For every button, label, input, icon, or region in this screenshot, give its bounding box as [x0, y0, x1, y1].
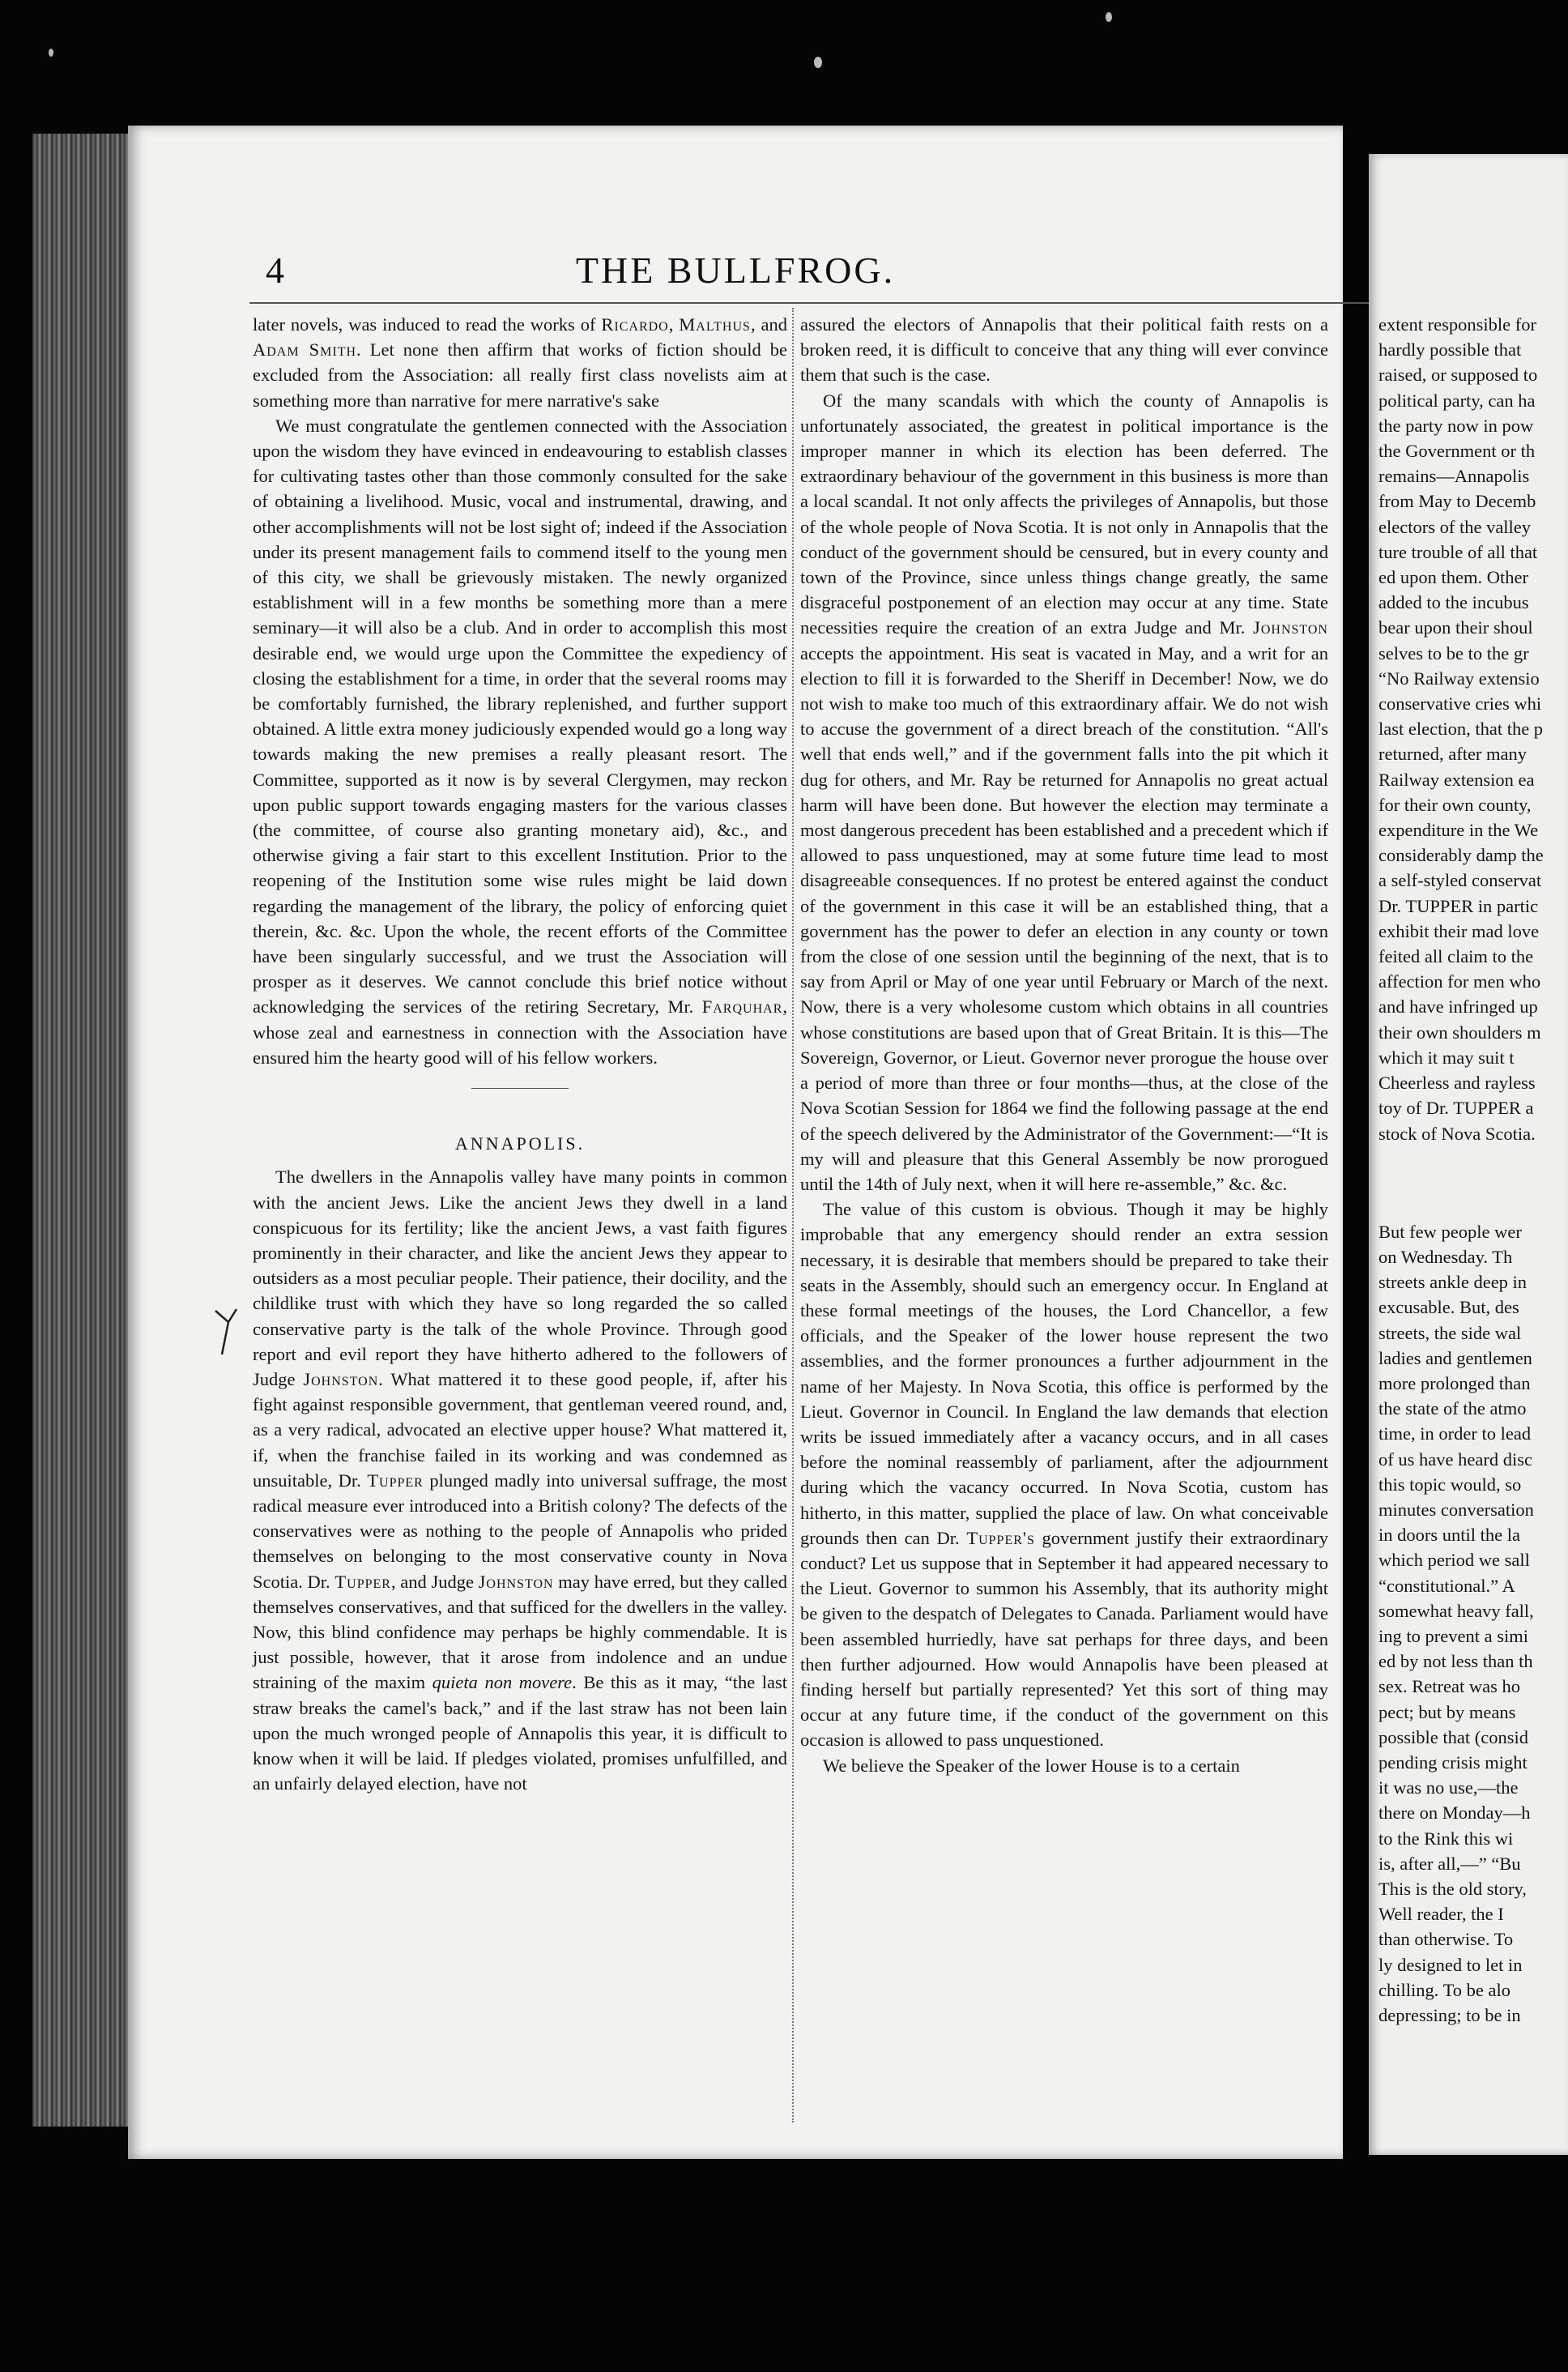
- text-line: sex. Retreat was ho: [1378, 1676, 1520, 1697]
- text-line: But few people wer: [1378, 1221, 1522, 1242]
- text-line: hardly possible that: [1378, 339, 1522, 360]
- text-line: streets, the side wal: [1378, 1322, 1522, 1343]
- text-line: raised, or supposed to: [1378, 365, 1538, 386]
- text-line: the Government or th: [1378, 441, 1536, 462]
- text-line: Cheerless and rayless: [1378, 1073, 1536, 1094]
- page-number: 4: [266, 250, 284, 291]
- text-line: exhibit their mad love: [1378, 920, 1540, 941]
- text-line: from May to Decemb: [1378, 491, 1536, 512]
- text-line: “No Railway extensio: [1378, 668, 1540, 689]
- text-line: the party now in pow: [1378, 415, 1534, 436]
- text-line: ed by not less than th: [1378, 1651, 1533, 1672]
- text-line: and have infringed up: [1378, 996, 1538, 1017]
- text-line: returned, after many: [1378, 744, 1528, 765]
- text-line: which it may suit t: [1378, 1047, 1515, 1068]
- text-line: added to the incubus: [1378, 592, 1529, 613]
- text-line: stock of Nova Scotia.: [1378, 1123, 1536, 1144]
- text-line: more prolonged than: [1378, 1372, 1531, 1393]
- text-line: affection for men who: [1378, 971, 1541, 992]
- paragraph: assured the electors of Annapolis that their political faith rests on a broken reed, it is difficult to conceive that any thing will ever convince them that such is the case.: [800, 314, 1328, 386]
- text-line: in doors until the la: [1378, 1525, 1520, 1546]
- text-line: it was no use,—the: [1378, 1777, 1519, 1798]
- text-line: Dr. TUPPER in partic: [1378, 895, 1539, 916]
- section-rule: [471, 1088, 569, 1089]
- text-line: remains—Annapolis: [1378, 466, 1530, 487]
- text-line: excusable. But, des: [1378, 1297, 1519, 1318]
- text-line: ly designed to let in: [1378, 1954, 1523, 1975]
- text-line: extent responsible for: [1378, 314, 1536, 335]
- text-line: of us have heard disc: [1378, 1448, 1532, 1470]
- text-line: the state of the atmo: [1378, 1398, 1527, 1419]
- text-line: electors of the valley: [1378, 516, 1532, 537]
- article-heading: ANNAPOLIS.: [454, 1133, 586, 1154]
- text-line: which period we sall: [1378, 1550, 1530, 1571]
- text-line: their own shoulders m: [1378, 1022, 1541, 1043]
- text-line: a self-styled conservat: [1378, 870, 1542, 891]
- text-line: somewhat heavy fall,: [1378, 1600, 1534, 1621]
- margin-pencil-mark: [212, 1304, 245, 1361]
- text-line: considerably damp the: [1378, 845, 1544, 866]
- text-line: on Wednesday. Th: [1378, 1246, 1513, 1267]
- paragraph: The dwellers in the Annapolis valley have many points in common with the ancient Jews. Like the ancient Jews they dwell in a land conspicuous for its fertility; like the ancient Jews, a vast faith figures prominently in their character, and like the ancient Jews they appear to outsiders as a most peculiar people. Their patience, their docility, and the childlike trust with which they have so long regarded the so called conservative party is the talk of the whole Province. Through good report and evil report they have hitherto adhered to the followers of Judge Johnston. What mattered it to these good people, if, after his fight against responsible government, that gentleman veered round, and, as a very radical, advocated an elective upper house? What mattered it, if, when the franchise failed in its working and was condemned as unsuitable, Dr. Tupper plunged madly into universal suffrage, the most radical measure ever introduced into a British colony? The defects of the conservatives were as nothing to the people of Annapolis who prided themselves on belonging to the most conservative county in Nova Scotia. Dr. Tupper, and Judge Johnston may have erred, but they called themselves conservatives, and that sufficed for the dwellers in the valley. Now, this blind confidence may perhaps be highly commendable. It is just possible, however, that it arose from indolence and an undue straining of the maxim quieta non movere. Be this as it may, “the last straw breaks the camel's back,” and if the last straw has not been lain upon the much wronged people of Annapolis this year, it is difficult to know when it will be laid. If pledges violated, promises unfulfilled, and an unfairly delayed election, have not: [253, 1167, 788, 1794]
- text-line: is, after all,—” “Bu: [1378, 1853, 1521, 1874]
- text-line: pect; but by means: [1378, 1701, 1516, 1722]
- text-line: Railway extension ea: [1378, 769, 1535, 790]
- facing-text-block-a: [1378, 312, 1568, 1146]
- dust-speck: [49, 49, 53, 57]
- text-line: streets ankle deep in: [1378, 1272, 1528, 1293]
- masthead-title: THE BULLFROG.: [575, 250, 896, 291]
- text-line: ture trouble of all that: [1378, 541, 1538, 562]
- text-line: possible that (consid: [1378, 1726, 1528, 1747]
- text-line: time, in order to lead: [1378, 1423, 1532, 1444]
- text-line: expenditure in the We: [1378, 820, 1539, 841]
- text-line: last election, that the p: [1378, 719, 1544, 740]
- text-line: political party, can ha: [1378, 390, 1536, 411]
- paragraph: later novels, was induced to read the works of Ricardo, Malthus, and Adam Smith. Let none then affirm that works of fiction should be excluded from the Association: all really first class novelists aim at something more than narrative for mere narrative's sake: [253, 314, 787, 411]
- text-line: there on Monday—h: [1378, 1802, 1531, 1824]
- article-column-1: [253, 312, 787, 1796]
- header-rule: [249, 302, 1456, 304]
- facing-page-partial: [1369, 154, 1568, 2155]
- text-line: “constitutional.” A: [1378, 1575, 1515, 1596]
- text-line: ladies and gentlemen: [1378, 1347, 1532, 1368]
- paragraph: We believe the Speaker of the lower House is to a certain: [823, 1755, 1240, 1776]
- text-line: minutes conversation: [1378, 1499, 1534, 1520]
- text-line: depressing; to be in: [1378, 2005, 1521, 2025]
- text-line: than otherwise. To: [1378, 1929, 1514, 1950]
- book-spine-edge: [32, 134, 130, 2127]
- paragraph: We must congratulate the gentlemen connected with the Association upon the wisdom they have evinced in endeavouring to establish classes for cultivating tastes other than those commonly consulted for the sake of obtaining a livelihood. Music, vocal and instrumental, drawing, and other accomplishments will not be lost sight of; indeed if the Association under its present management fails to commend itself to the young men of this city, we shall be grievously mistaken. The newly organized establishment will in a few months be something more than a mere seminary—it will also be a club. And in order to accomplish this most desirable end, we would urge upon the Committee the expediency of closing the establishment for a time, in order that the several rooms may be comfortably furnished, the library replenished, and further support obtained. A little extra money judiciously expended would go a long way towards making the new premises a really pleasant resort. The Committee, supported as it now is by several Clergymen, may reckon upon public support towards engaging masters for the various classes (the committee, of course also granting monetary aid), &c., and otherwise giving a fair start to this excellent Institution. Prior to the reopening of the Institution some wise rules might be laid down regarding the management of the library, the policy of enforcing quiet therein, &c. &c. Upon the whole, the recent efforts of the Committee have been singularly successful, and we trust the Association will prosper as it deserves. We cannot conclude this brief notice without acknowledging the services of the retiring Secretary, Mr. Farquhar, whose zeal and earnestness in connection with the Association have ensured him the hearty good will of his fellow workers.: [253, 415, 787, 1068]
- text-line: to the Rink this wi: [1378, 1828, 1514, 1849]
- text-line: this topic would, so: [1378, 1474, 1522, 1495]
- dust-speck: [1106, 12, 1112, 22]
- text-line: for their own county,: [1378, 794, 1532, 815]
- text-line: conservative cries whi: [1378, 693, 1542, 715]
- text-line: bear upon their shoul: [1378, 617, 1533, 638]
- text-line: pending crisis might: [1378, 1751, 1528, 1773]
- paragraph: Of the many scandals with which the county of Annapolis is unfortunately associated, the greatest in political importance is the improper manner in which its election has been deferred. The extraordinary behaviour of the government in this business is more than a local scandal. It not only affects the privileges of Annapolis, but those of the whole people of Nova Scotia. It is not only in Annapolis that the conduct of the government should be censured, but in every county and town of the Province, since unless things change greatly, the same disgraceful postponement of an election may occur at any time. State necessities require the creation of an extra Judge and Mr. Johnston accepts the appointment. His seat is vacated in May, and a writ for an election to fill it is forwarded to the Sheriff in December! Now, we do not wish to make too much of this extraordinary affair. We do not wish to accuse the government of a direct breach of the constitution. “All's well that ends well,” and if the government falls into the pit which it dug for others, and Mr. Ray be returned for Annapolis no great actual harm will have been done. But however the election may terminate a most dangerous precedent has been established and a precedent which if allowed to pass unquestioned, may at some future time lead to most disagreeable consequences. If no protest be entered against the conduct of the government in this case it will be an established thing, that a government has the power to defer an election in any county or town from the close of one session until the beginning of the next, that is to say from April or May of one year until February or March of the next. Now, there is a very wholesome custom which obtains in all countries whose constitutions are based upon that of Great Britain. It is this—The Sovereign, Governor, or Lieut. Governor never prorogue the house over a period of more than three or four months—thus, at the close of the Nova Scotian Session for 1864 we find the following passage at the end of the speech delivered by the Administrator of the Government:—“It is my will and pleasure that this General Assembly be now prorogued until the 14th of July next, when it will here re-assemble,” &c. &c.: [800, 390, 1328, 1194]
- facing-text-block-b: [1378, 1219, 1568, 2029]
- text-line: ing to prevent a simi: [1378, 1625, 1528, 1646]
- text-line: selves to be to the gr: [1378, 642, 1529, 663]
- dust-speck: [814, 57, 822, 68]
- text-line: toy of Dr. TUPPER a: [1378, 1098, 1534, 1119]
- text-line: feited all claim to the: [1378, 946, 1534, 967]
- column-divider: [792, 308, 794, 2122]
- text-line: Well reader, the I: [1378, 1904, 1504, 1925]
- text-line: chilling. To be alo: [1378, 1979, 1510, 2000]
- text-line: This is the old story,: [1378, 1878, 1527, 1899]
- text-line: ed upon them. Other: [1378, 567, 1528, 588]
- article-column-2: [800, 312, 1328, 1778]
- article-column-3: [1378, 312, 1568, 2028]
- paragraph: The value of this custom is obvious. Though it may be highly improbable that any emergency should render an extra session necessary, it is desirable that members should be prepared to take their seats in the Assembly, should such an emergency occur. In England at these formal meetings of the houses, the Lord Chancellor, a few officials, and the Speaker of the lower house represent the two assemblies, and the former pronounces a further adjournment in the name of her Majesty. In Nova Scotia, this office is performed by the Lieut. Governor in Council. In England the law demands that election writs be issued immediately after a vacancy occurs, and in all cases before the nominal reassembly of parliament, after the adjournment during which the vacancy occurred. In Nova Scotia, custom has hitherto, in this matter, supplied the place of law. On what conceivable grounds then can Dr. Tupper's government justify their extraordinary conduct? Let us suppose that in September it had appeared necessary to the Lieut. Governor to summon his Assembly, that its authority might be given to the despatch of Delegates to Canada. Parliament would have been assembled hurriedly, have sat perhaps for three days, and been then further adjourned. How would Annapolis have been pleased at finding herself but partially represented? Yet this sort of thing may occur at any future time, if the conduct of the government on this occasion is allowed to pass unquestioned.: [800, 1199, 1328, 1751]
